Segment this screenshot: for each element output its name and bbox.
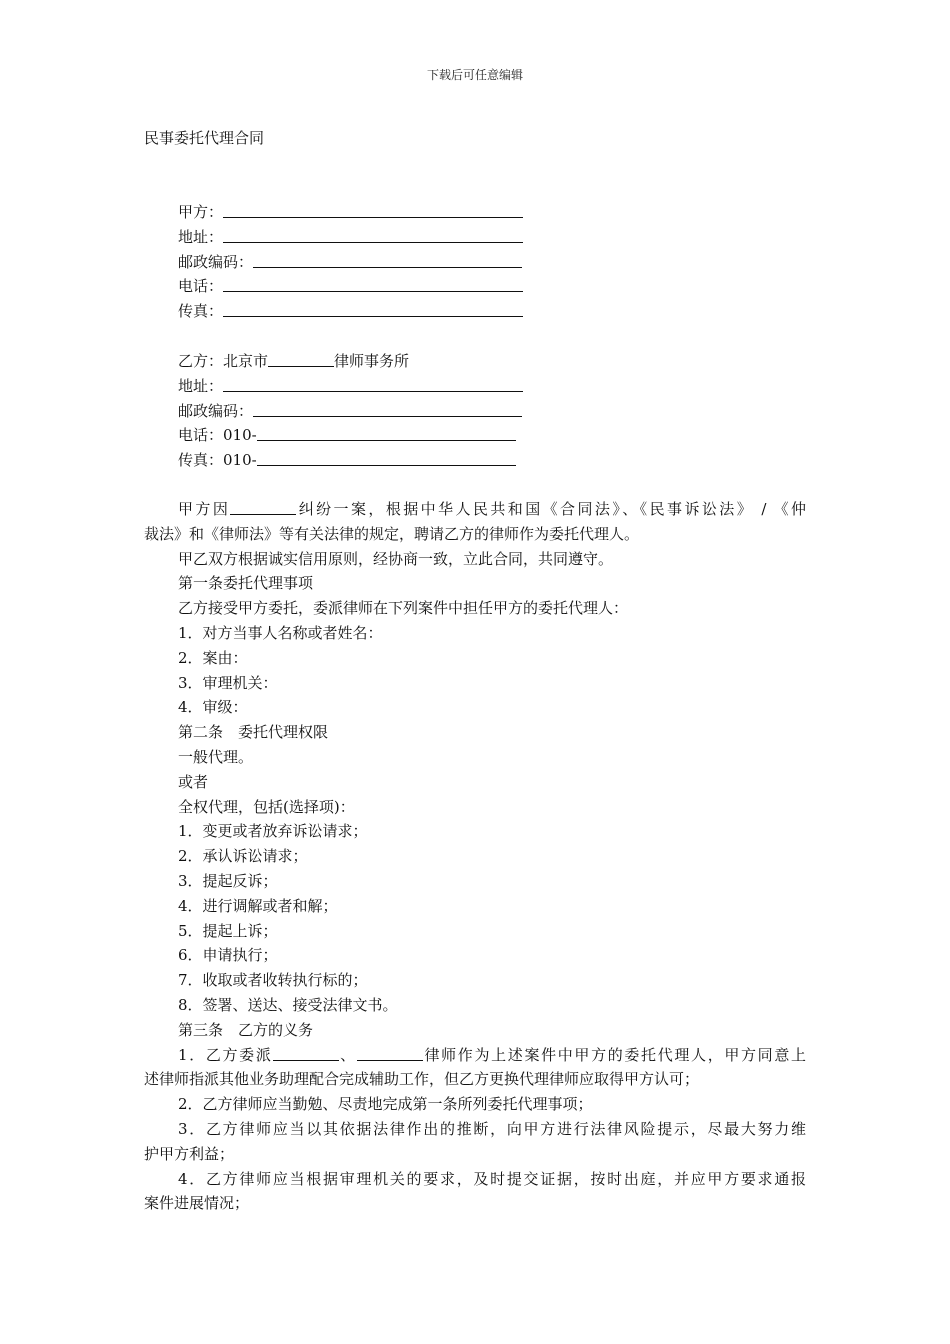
party-b-postcode-line: 邮政编码： bbox=[144, 399, 806, 424]
article-3-item-4-line1: 4．乙方律师应当根据审理机关的要求，及时提交证据，按时出庭，并应甲方要求通报 bbox=[178, 1169, 806, 1188]
article-1-intro: 乙方接受甲方委托，委派律师在下列案件中担任甲方的委托代理人： bbox=[178, 599, 629, 618]
article-3-item-2: 2．乙方律师应当勤勉、尽责地完成第一条所列委托代理事项； bbox=[178, 1095, 593, 1114]
article-2-or: 或者 bbox=[178, 772, 209, 791]
party-b-fax-line: 传真：010- bbox=[144, 448, 806, 473]
party-a-section bbox=[144, 200, 806, 324]
blank-field bbox=[223, 301, 523, 317]
article-3-item-3-line2: 护甲方利益； bbox=[144, 1144, 235, 1163]
article-3-item-4-line2: 案件进展情况； bbox=[144, 1194, 250, 1213]
intro-paragraph-line2: 裁法》和《律师法》等有关法律的规定，聘请乙方的律师作为委托代理人。 bbox=[144, 524, 640, 543]
blank-field bbox=[223, 376, 523, 392]
article-1-title: 第一条委托代理事项 bbox=[178, 574, 314, 593]
blank-field bbox=[257, 425, 516, 441]
blank-field bbox=[223, 276, 523, 292]
party-a-fax-line: 传真： bbox=[144, 299, 806, 324]
party-b-name-line: 乙方：北京市 律师事务所 bbox=[178, 352, 410, 370]
article-2-item: 7．收取或者收转执行标的； bbox=[178, 971, 368, 990]
document-title: 民事委托代理合同 bbox=[144, 129, 265, 147]
article-1-item: 4．审级： bbox=[178, 698, 248, 717]
article-2-title: 第二条 委托代理权限 bbox=[178, 723, 329, 742]
blank-field bbox=[253, 252, 522, 268]
contract-body bbox=[144, 497, 806, 1216]
blank-field bbox=[223, 227, 523, 243]
article-2-item: 6．申请执行； bbox=[178, 946, 278, 965]
party-a-address-line: 地址： bbox=[144, 225, 806, 250]
article-2-item: 5．提起上诉； bbox=[178, 921, 278, 940]
article-2-item: 1．变更或者放弃诉讼请求； bbox=[178, 822, 368, 841]
article-2-item: 4．进行调解或者和解； bbox=[178, 896, 338, 915]
party-a-name-line: 甲方： bbox=[144, 200, 806, 225]
article-3-item-3-line1: 3．乙方律师应当以其依据法律作出的推断，向甲方进行法律风险提示，尽最大努力维 bbox=[178, 1119, 806, 1138]
article-1-item: 2．案由： bbox=[178, 648, 248, 667]
article-3-item-1-line1: 1．乙方委派 、 律师作为上述案件中甲方的委托代理人，甲方同意上 bbox=[178, 1045, 806, 1064]
party-b-phone-line: 电话：010- bbox=[144, 423, 806, 448]
article-2-general: 一般代理。 bbox=[178, 747, 254, 766]
article-2-item: 2．承认诉讼请求； bbox=[178, 847, 308, 866]
blank-field bbox=[253, 401, 522, 417]
article-1-item: 1．对方当事人名称或者姓名： bbox=[178, 623, 383, 642]
blank-field bbox=[223, 202, 523, 218]
article-3-item-1-line2: 述律师指派其他业务助理配合完成辅助工作，但乙方更换代理律师应取得甲方认可； bbox=[144, 1070, 700, 1089]
blank-field bbox=[268, 351, 334, 367]
article-2-full: 全权代理，包括(选择项)： bbox=[178, 797, 355, 816]
article-3-title: 第三条 乙方的义务 bbox=[178, 1020, 314, 1039]
article-2-item: 8．签署、送达、接受法律文书。 bbox=[178, 995, 398, 1014]
party-b-section bbox=[144, 349, 806, 473]
blank-field bbox=[230, 499, 296, 515]
intro-paragraph-line1: 甲方因 纠纷一案，根据中华人民共和国《合同法》、《民事诉讼法》 / 《仲 bbox=[178, 500, 806, 518]
blank-field bbox=[257, 450, 516, 466]
party-b-address-line: 地址： bbox=[144, 374, 806, 399]
party-a-postcode-line: 邮政编码： bbox=[144, 250, 806, 275]
party-a-phone-line: 电话： bbox=[144, 274, 806, 299]
article-2-item: 3．提起反诉； bbox=[178, 871, 278, 890]
principle-paragraph: 甲乙双方根据诚实信用原则，经协商一致，立此合同，共同遵守。 bbox=[178, 549, 614, 568]
blank-field bbox=[357, 1045, 423, 1061]
blank-field bbox=[273, 1045, 339, 1061]
article-1-item: 3．审理机关： bbox=[178, 673, 278, 692]
header-note: 下载后可任意编辑 bbox=[426, 68, 523, 82]
